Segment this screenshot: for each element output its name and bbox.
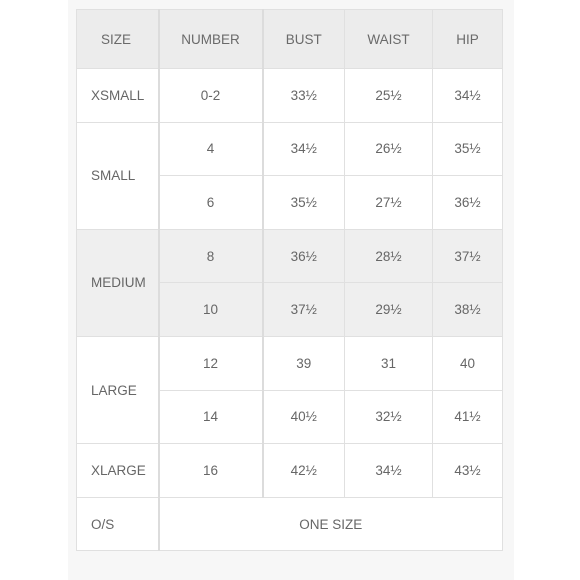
bust-cell: 36½ xyxy=(263,229,345,283)
size-chart-table xyxy=(76,9,503,551)
bust-cell: 33½ xyxy=(263,69,345,123)
waist-cell: 31 xyxy=(345,336,433,390)
hip-cell: 38½ xyxy=(433,283,503,337)
size-label: LARGE xyxy=(77,336,159,443)
table-row xyxy=(77,444,503,498)
bust-cell: 40½ xyxy=(263,390,345,444)
table-row xyxy=(77,122,503,176)
bust-cell: 42½ xyxy=(263,444,345,498)
size-label: XSMALL xyxy=(77,69,159,123)
waist-cell: 32½ xyxy=(345,390,433,444)
waist-cell: 28½ xyxy=(345,229,433,283)
waist-cell: 34½ xyxy=(345,444,433,498)
hip-cell: 35½ xyxy=(433,122,503,176)
table-row xyxy=(77,336,503,390)
header-hip: HIP xyxy=(433,10,503,69)
table-row xyxy=(77,229,503,283)
header-number: NUMBER xyxy=(159,10,263,69)
one-size-value: ONE SIZE xyxy=(159,497,503,551)
waist-cell: 27½ xyxy=(345,176,433,230)
size-label: SMALL xyxy=(77,122,159,229)
bust-cell: 35½ xyxy=(263,176,345,230)
waist-cell: 26½ xyxy=(345,122,433,176)
header-row xyxy=(77,10,503,69)
hip-cell: 36½ xyxy=(433,176,503,230)
size-label: MEDIUM xyxy=(77,229,159,336)
hip-cell: 43½ xyxy=(433,444,503,498)
number-cell: 0-2 xyxy=(159,69,263,123)
number-cell: 8 xyxy=(159,229,263,283)
header-bust: BUST xyxy=(263,10,345,69)
header-waist: WAIST xyxy=(345,10,433,69)
number-cell: 10 xyxy=(159,283,263,337)
size-label: XLARGE xyxy=(77,444,159,498)
waist-cell: 25½ xyxy=(345,69,433,123)
hip-cell: 41½ xyxy=(433,390,503,444)
waist-cell: 29½ xyxy=(345,283,433,337)
number-cell: 14 xyxy=(159,390,263,444)
hip-cell: 40 xyxy=(433,336,503,390)
number-cell: 16 xyxy=(159,444,263,498)
table-row xyxy=(77,69,503,123)
bust-cell: 34½ xyxy=(263,122,345,176)
table-row-one-size xyxy=(77,497,503,551)
hip-cell: 37½ xyxy=(433,229,503,283)
header-size: SIZE xyxy=(77,10,159,69)
bust-cell: 37½ xyxy=(263,283,345,337)
number-cell: 6 xyxy=(159,176,263,230)
bust-cell: 39 xyxy=(263,336,345,390)
number-cell: 4 xyxy=(159,122,263,176)
number-cell: 12 xyxy=(159,336,263,390)
size-label: O/S xyxy=(77,497,159,551)
hip-cell: 34½ xyxy=(433,69,503,123)
